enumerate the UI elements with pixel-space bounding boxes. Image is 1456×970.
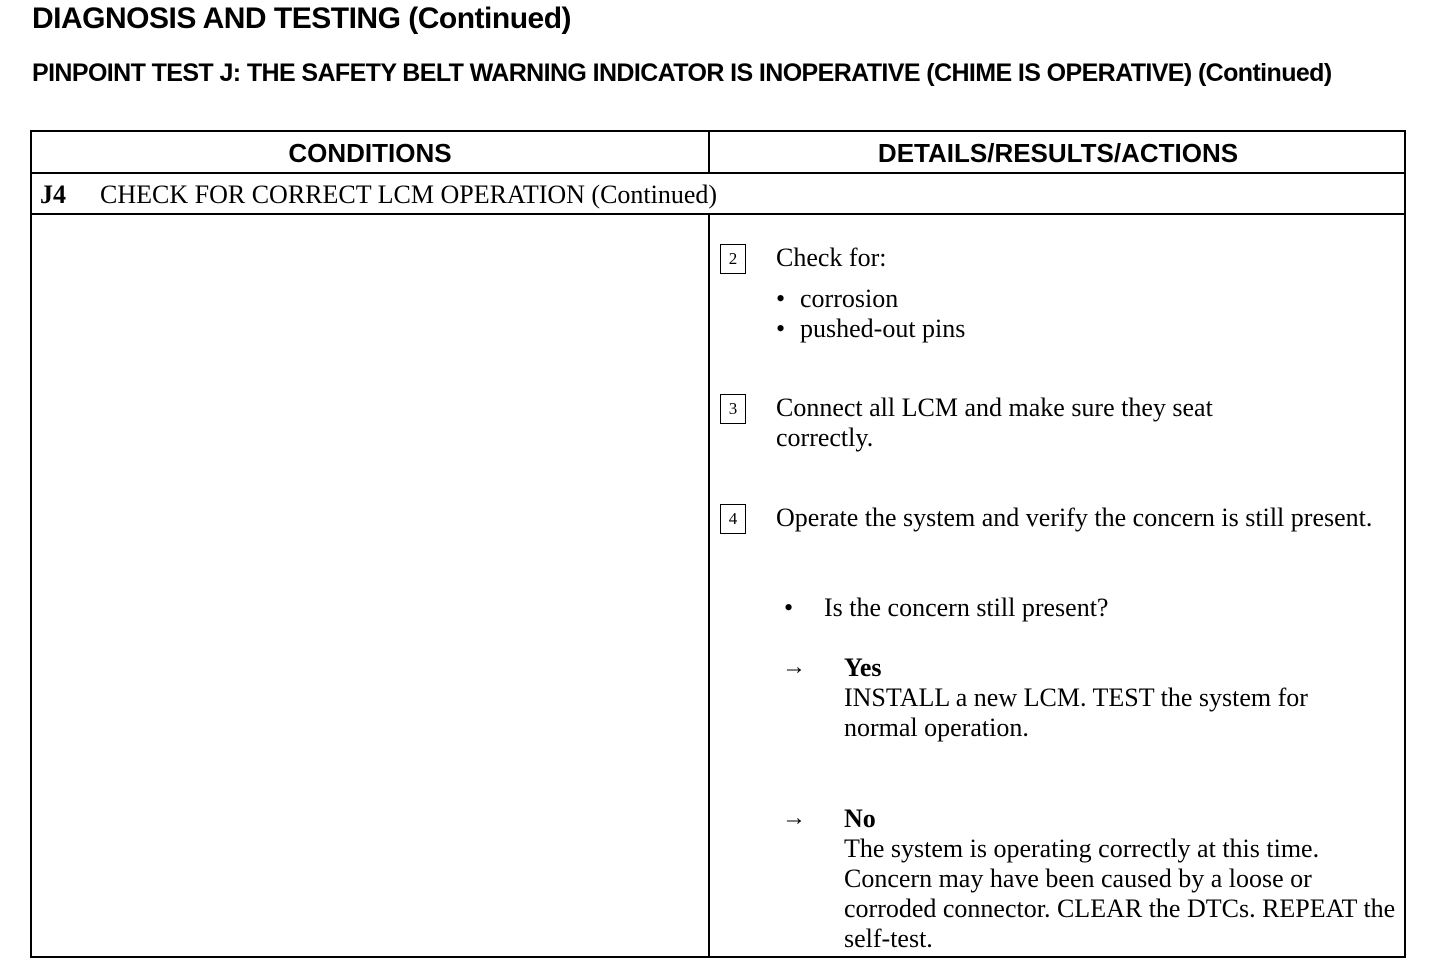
question: • Is the concern still present?: [784, 593, 1109, 622]
pinpoint-test-title: PINPOINT TEST J: THE SAFETY BELT WARNING INDICATOR IS INOPERATIVE (CHIME IS OPERATIVE) (Continued): [32, 59, 1332, 87]
details-header: DETAILS/RESULTS/ACTIONS: [877, 138, 1239, 168]
conditions-header: CONDITIONS: [288, 138, 452, 168]
step-number-box: 3: [720, 394, 746, 424]
header-divider: [32, 172, 1404, 174]
step-row: [40, 176, 717, 214]
arrow-icon: →: [782, 654, 806, 680]
answer-text: The system is operating correctly at this time. Concern may have been caused by a loose or corroded connector. CLEAR the DTCs. REPEAT the self-test.: [844, 834, 1396, 953]
diagnostic-table: [30, 130, 1406, 958]
step-divider: [32, 213, 1404, 215]
step-title: CHECK FOR CORRECT LCM OPERATION (Continued): [100, 180, 718, 209]
list-item: • pushed-out pins: [776, 314, 966, 343]
answer-no: [844, 804, 1399, 954]
list-item: • corrosion: [776, 284, 899, 313]
step-number-box: 4: [720, 504, 746, 534]
answer-yes: [844, 653, 1354, 743]
answer-label: No: [844, 804, 876, 833]
step-text: Check for:: [776, 243, 887, 272]
column-divider: [708, 214, 710, 958]
answer-text: INSTALL a new LCM. TEST the system for normal operation.: [844, 683, 1308, 742]
step-text: Connect all LCM and make sure they seat correctly.: [776, 393, 1213, 452]
step-number-box: 2: [720, 244, 746, 274]
step-text: Operate the system and verify the concern is still present.: [776, 503, 1373, 532]
step-id: J4: [40, 180, 66, 209]
arrow-icon: →: [782, 805, 806, 831]
page-title: DIAGNOSIS AND TESTING (Continued): [32, 2, 572, 35]
answer-label: Yes: [844, 653, 882, 682]
